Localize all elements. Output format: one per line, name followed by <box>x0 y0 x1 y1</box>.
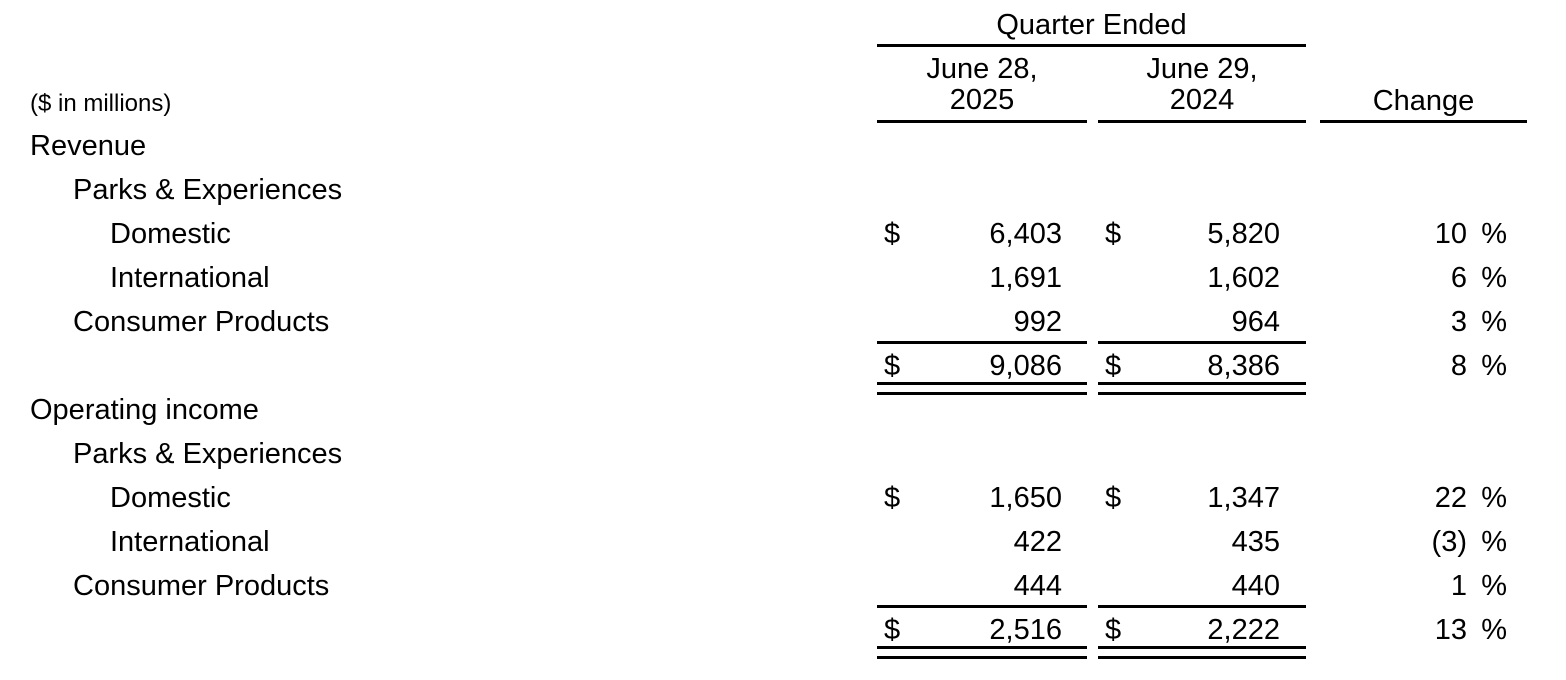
revenue-total-topline-2025 <box>877 341 1087 344</box>
dollar-sign-2025: $ <box>884 614 901 646</box>
group-row-parks-experiences <box>0 175 1566 205</box>
group-label: Parks & Experiences <box>73 438 343 470</box>
change-value: 1 <box>1450 570 1467 602</box>
value-2025: 992 <box>1013 306 1062 338</box>
change-value: 22 <box>1434 482 1467 514</box>
table-row-revenue-international <box>0 263 1566 293</box>
value-2025: 6,403 <box>989 218 1062 250</box>
total-value-2024: 2,222 <box>1207 614 1280 646</box>
row-label: International <box>110 526 270 558</box>
change-value: 10 <box>1434 218 1467 250</box>
percent-sign: % <box>1481 350 1507 382</box>
row-label: International <box>110 262 270 294</box>
percent-sign: % <box>1481 570 1507 602</box>
change-value: 3 <box>1450 306 1467 338</box>
percent-sign: % <box>1481 482 1507 514</box>
row-label: Consumer Products <box>73 570 330 602</box>
total-value-2024: 8,386 <box>1207 350 1280 382</box>
value-2024: 1,347 <box>1207 482 1280 514</box>
group-label: Parks & Experiences <box>73 174 343 206</box>
value-2024: 1,602 <box>1207 262 1280 294</box>
value-2024: 435 <box>1231 526 1280 558</box>
section-title: Revenue <box>30 130 147 162</box>
value-2024: 964 <box>1231 306 1280 338</box>
change-value: (3) <box>1431 526 1467 558</box>
row-label: Consumer Products <box>73 306 330 338</box>
revenue-total-topline-2024 <box>1098 341 1306 344</box>
column-2024-underline <box>1098 120 1306 123</box>
value-2025: 444 <box>1013 570 1062 602</box>
quarter-ended-underline <box>877 44 1306 47</box>
dollar-sign-2024: $ <box>1105 482 1122 514</box>
opincome-total-double-rule-2025 <box>877 656 1087 659</box>
change-column-header: Change <box>1372 85 1475 117</box>
opincome-total-double-rule-2024 <box>1098 656 1306 659</box>
revenue-total-double-rule-2024 <box>1098 382 1306 385</box>
opincome-total-double-rule-2024 <box>1098 646 1306 649</box>
opincome-total-topline-2025 <box>877 605 1087 608</box>
table-row-opincome-domestic <box>0 483 1566 513</box>
value-2024: 440 <box>1231 570 1280 602</box>
column-header-2024-year: 2024 <box>1169 84 1235 116</box>
column-header-2024 <box>1098 54 1306 116</box>
revenue-total-double-rule-2025 <box>877 382 1087 385</box>
value-2025: 1,650 <box>989 482 1062 514</box>
total-value-2025: 2,516 <box>989 614 1062 646</box>
change-column-underline <box>1320 120 1527 123</box>
dollar-sign-2025: $ <box>884 218 901 250</box>
group-row-parks-experiences <box>0 439 1566 469</box>
change-value: 6 <box>1450 262 1467 294</box>
value-2024: 5,820 <box>1207 218 1280 250</box>
percent-sign: % <box>1481 218 1507 250</box>
column-header-2025 <box>877 54 1087 116</box>
section-title-row-revenue <box>0 131 1566 161</box>
dollar-sign-2024: $ <box>1105 218 1122 250</box>
percent-sign: % <box>1481 526 1507 558</box>
percent-sign: % <box>1481 614 1507 646</box>
dollar-sign-2025: $ <box>884 482 901 514</box>
column-header-2025-date: June 28, <box>926 53 1038 85</box>
table-row-revenue-consumer-products <box>0 307 1566 337</box>
column-2025-underline <box>877 120 1087 123</box>
percent-sign: % <box>1481 306 1507 338</box>
dollar-sign-2024: $ <box>1105 350 1122 382</box>
opincome-total-double-rule-2025 <box>877 646 1087 649</box>
column-header-2025-year: 2025 <box>949 84 1015 116</box>
value-2025: 1,691 <box>989 262 1062 294</box>
column-header-2024-date: June 29, <box>1146 53 1258 85</box>
row-label: Domestic <box>110 218 231 250</box>
row-label: Domestic <box>110 482 231 514</box>
total-value-2025: 9,086 <box>989 350 1062 382</box>
section-title-row-operating-income <box>0 395 1566 425</box>
table-row-revenue-total <box>0 351 1566 381</box>
dollar-sign-2025: $ <box>884 350 901 382</box>
quarter-ended-header: Quarter Ended <box>996 9 1187 41</box>
percent-sign: % <box>1481 262 1507 294</box>
units-note: ($ in millions) <box>30 90 172 117</box>
total-change-value: 13 <box>1434 614 1467 646</box>
value-2025: 422 <box>1013 526 1062 558</box>
section-title: Operating income <box>30 394 259 426</box>
table-row-opincome-consumer-products <box>0 571 1566 601</box>
opincome-total-topline-2024 <box>1098 605 1306 608</box>
table-row-revenue-domestic <box>0 219 1566 249</box>
dollar-sign-2024: $ <box>1105 614 1122 646</box>
table-row-opincome-international <box>0 527 1566 557</box>
table-row-opincome-total <box>0 615 1566 645</box>
total-change-value: 8 <box>1450 350 1467 382</box>
